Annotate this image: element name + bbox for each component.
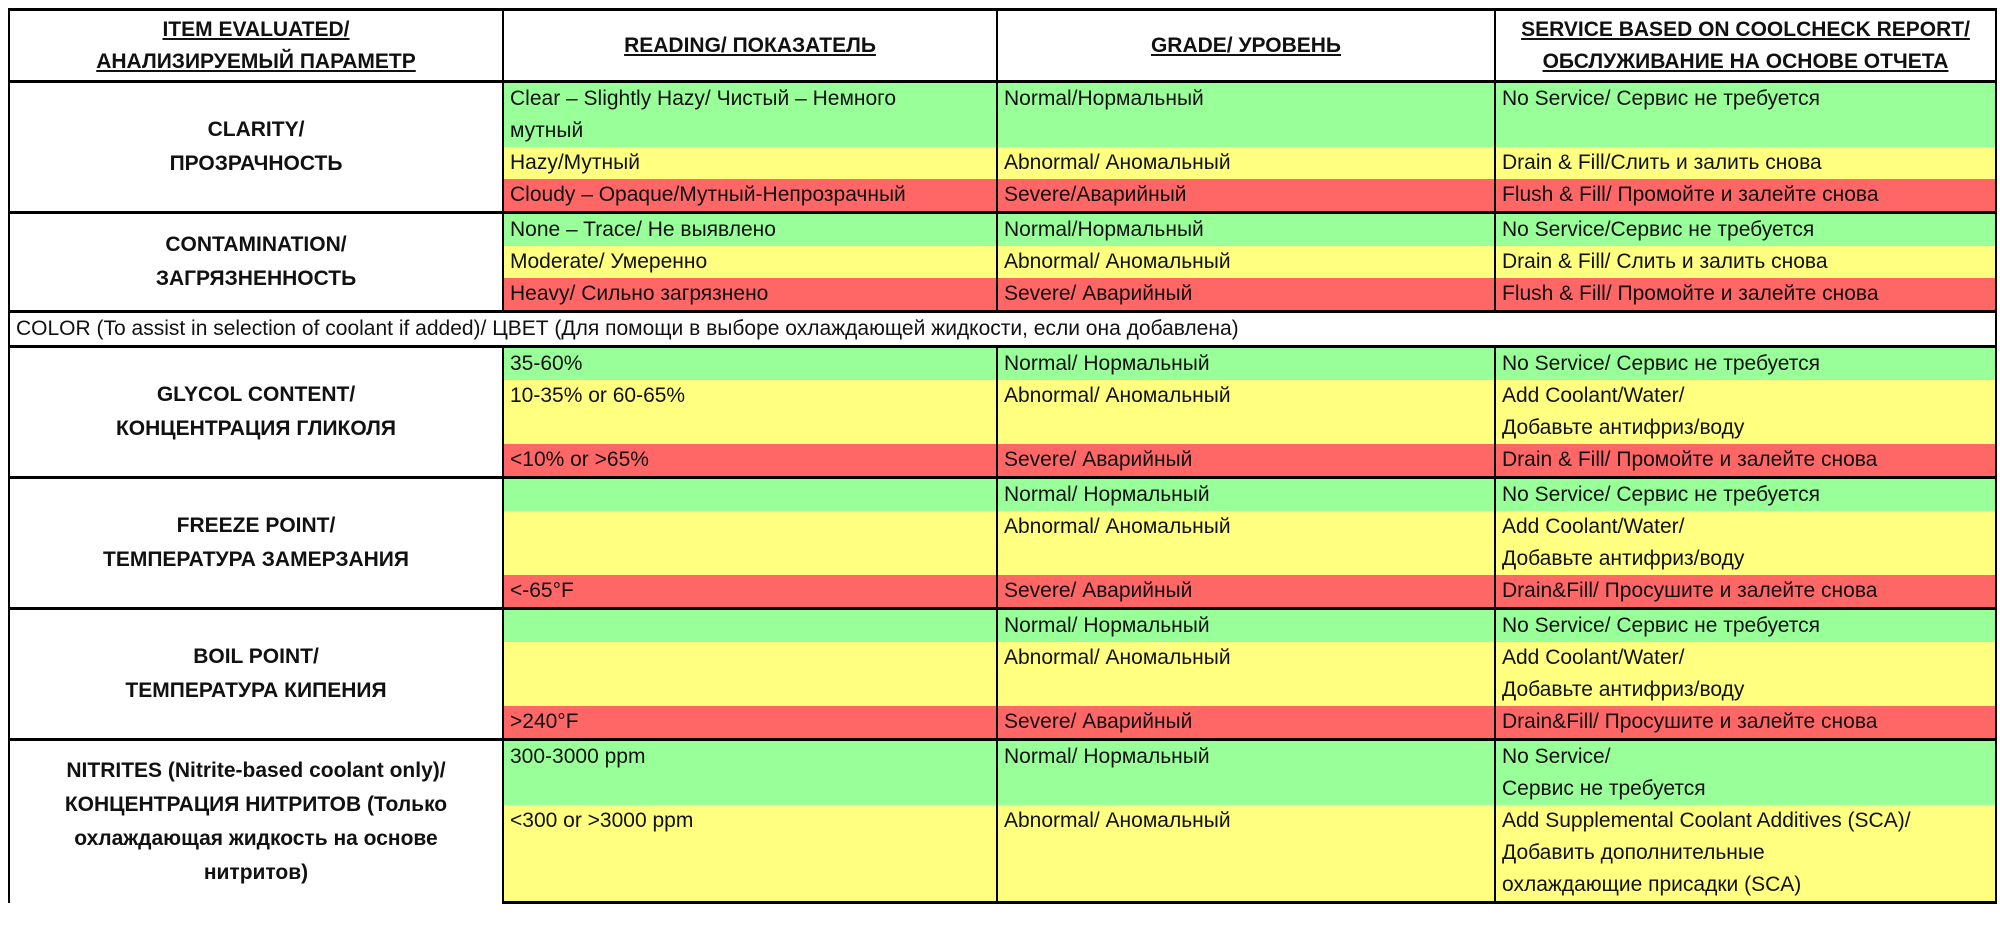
glycol-reading-line: 35-60%	[510, 352, 583, 375]
contamination-reading-line: None – Trace/ Не выявлено	[510, 218, 776, 241]
freeze-point-reading-line	[510, 511, 990, 543]
nitrites-item-line: КОНЦЕНТРАЦИЯ НИТРИТОВ (Только	[64, 792, 448, 816]
contamination-reading-line: Heavy/ Сильно загрязнено	[510, 282, 769, 305]
nitrites-service-line: охлаждающие присадки (SCA)	[1502, 873, 1802, 896]
header-service-line: ОБСЛУЖИВАНИЕ НА ОСНОВЕ ОТЧЕТА	[1542, 49, 1949, 73]
contamination-reading	[503, 246, 997, 278]
nitrites-reading-line: <300 or >3000 ppm	[510, 809, 694, 832]
glycol-item	[9, 347, 503, 478]
contamination-service-line: No Service/Сервис не требуется	[1502, 218, 1815, 241]
boil-point-service	[1495, 706, 1996, 740]
contamination-service	[1495, 278, 1996, 312]
clarity-item-line: CLARITY/	[207, 118, 305, 141]
freeze-point-reading	[503, 511, 997, 575]
header-grade: GRADE/ УРОВЕНЬ	[997, 10, 1495, 82]
freeze-point-row	[9, 478, 1996, 512]
freeze-point-service	[1495, 511, 1996, 575]
glycol-service	[1495, 444, 1996, 478]
nitrites-reading	[503, 740, 997, 806]
contamination-item	[9, 213, 503, 312]
freeze-point-service-line: Добавьте антифриз/воду	[1502, 547, 1745, 570]
header-service	[1495, 10, 1996, 82]
boil-point-grade: Abnormal/ Аномальный	[997, 642, 1495, 706]
boil-point-service-line: Drain&Fill/ Просушите и залейте снова	[1502, 710, 1878, 733]
nitrites-grade: Normal/ Нормальный	[997, 740, 1495, 806]
contamination-service	[1495, 213, 1996, 247]
contamination-item-line: ЗАГРЯЗНЕННОСТЬ	[155, 267, 357, 290]
freeze-point-service-line: Add Coolant/Water/	[1502, 515, 1685, 538]
clarity-service	[1495, 147, 1996, 179]
freeze-point-reading	[503, 575, 997, 609]
freeze-point-service	[1495, 575, 1996, 609]
clarity-reading	[503, 147, 997, 179]
clarity-reading-line: мутный	[510, 119, 584, 142]
nitrites-item-line: нитритов)	[203, 860, 309, 884]
boil-point-reading	[503, 609, 997, 643]
header-item-evaluated	[9, 10, 503, 82]
contamination-service-line: Drain & Fill/ Слить и залить снова	[1502, 250, 1828, 273]
glycol-service-line: Add Coolant/Water/	[1502, 384, 1685, 407]
clarity-item	[9, 82, 503, 213]
clarity-reading-line: Clear – Slightly Hazy/ Чистый – Немного	[510, 87, 897, 110]
clarity-service	[1495, 82, 1996, 148]
clarity-service-line: No Service/ Сервис не требуется	[1502, 87, 1821, 110]
nitrites-item-line: охлаждающая жидкость на основе	[74, 826, 438, 850]
glycol-service-line: Добавьте антифриз/воду	[1502, 416, 1745, 439]
freeze-point-service-line: Drain&Fill/ Просушите и залейте снова	[1502, 579, 1878, 602]
nitrites-reading	[503, 805, 997, 903]
glycol-service-line: No Service/ Сервис не требуется	[1502, 352, 1821, 375]
clarity-service-line: Flush & Fill/ Промойте и залейте снова	[1502, 183, 1879, 206]
contamination-reading	[503, 213, 997, 247]
contamination-grade: Abnormal/ Аномальный	[997, 246, 1495, 278]
contamination-reading-line: Moderate/ Умеренно	[510, 250, 708, 273]
boil-point-grade: Severe/ Аварийный	[997, 706, 1495, 740]
coolcheck-table-wrapper	[8, 8, 1995, 904]
contamination-service-line: Flush & Fill/ Промойте и залейте снова	[1502, 282, 1879, 305]
freeze-point-reading-line: <-65°F	[510, 579, 574, 602]
boil-point-grade: Normal/ Нормальный	[997, 609, 1495, 643]
header-reading: READING/ ПОКАЗАТЕЛЬ	[503, 10, 997, 82]
glycol-row	[9, 347, 1996, 381]
clarity-reading	[503, 82, 997, 148]
clarity-reading-line: Cloudy – Opaque/Мутный-Непрозрачный	[510, 183, 906, 206]
nitrites-service-line: Сервис не требуется	[1502, 777, 1706, 800]
freeze-point-reading	[503, 478, 997, 512]
freeze-point-reading-line	[510, 479, 990, 511]
nitrites-reading-line: 300-3000 ppm	[510, 745, 646, 768]
coolcheck-table	[8, 8, 1997, 904]
boil-point-item-line: BOIL POINT/	[193, 645, 319, 668]
boil-point-row	[9, 609, 1996, 643]
nitrites-grade: Abnormal/ Аномальный	[997, 805, 1495, 903]
contamination-row	[9, 213, 1996, 247]
boil-point-reading	[503, 706, 997, 740]
nitrites-item	[9, 740, 503, 903]
freeze-point-item-line: ТЕМПЕРАТУРА ЗАМЕРЗАНИЯ	[103, 548, 409, 571]
contamination-grade: Normal/Нормальный	[997, 213, 1495, 247]
freeze-point-grade: Severe/ Аварийный	[997, 575, 1495, 609]
glycol-reading	[503, 380, 997, 444]
nitrites-service-line: Add Supplemental Coolant Additives (SCA)/	[1502, 809, 1911, 832]
glycol-reading	[503, 347, 997, 381]
color-row	[9, 312, 1996, 347]
freeze-point-grade: Normal/ Нормальный	[997, 478, 1495, 512]
nitrites-service	[1495, 805, 1996, 903]
glycol-item-line: КОНЦЕНТРАЦИЯ ГЛИКОЛЯ	[115, 417, 396, 440]
contamination-grade: Severe/ Аварийный	[997, 278, 1495, 312]
header-item-line: ITEM EVALUATED/	[162, 17, 350, 41]
glycol-reading	[503, 444, 997, 478]
clarity-grade: Normal/Нормальный	[997, 82, 1495, 148]
boil-point-service-line: No Service/ Сервис не требуется	[1502, 614, 1821, 637]
clarity-grade: Abnormal/ Аномальный	[997, 147, 1495, 179]
freeze-point-grade: Abnormal/ Аномальный	[997, 511, 1495, 575]
header-row	[9, 10, 1996, 82]
clarity-reading	[503, 179, 997, 213]
nitrites-service-line: No Service/	[1502, 745, 1611, 768]
clarity-service-line: Drain & Fill/Слить и залить снова	[1502, 151, 1822, 174]
boil-point-service-line: Add Coolant/Water/	[1502, 646, 1685, 669]
header-service-line: SERVICE BASED ON COOLCHECK REPORT/	[1521, 17, 1970, 41]
freeze-point-service-line: No Service/ Сервис не требуется	[1502, 483, 1821, 506]
boil-point-item-line: ТЕМПЕРАТУРА КИПЕНИЯ	[125, 679, 387, 702]
boil-point-reading	[503, 642, 997, 706]
table-body	[9, 82, 1996, 903]
glycol-service	[1495, 347, 1996, 381]
boil-point-reading-line: >240°F	[510, 710, 579, 733]
boil-point-service	[1495, 609, 1996, 643]
freeze-point-item-line: FREEZE POINT/	[176, 514, 336, 537]
boil-point-service-line: Добавьте антифриз/воду	[1502, 678, 1745, 701]
glycol-grade: Normal/ Нормальный	[997, 347, 1495, 381]
nitrites-service-line: Добавить дополнительные	[1502, 841, 1765, 864]
glycol-item-line: GLYCOL CONTENT/	[156, 383, 356, 406]
boil-point-item	[9, 609, 503, 740]
boil-point-service	[1495, 642, 1996, 706]
nitrites-item-line: NITRITES (Nitrite-based coolant only)/	[66, 758, 446, 782]
glycol-service	[1495, 380, 1996, 444]
nitrites-service	[1495, 740, 1996, 806]
contamination-item-line: CONTAMINATION/	[165, 233, 347, 256]
color-row-text: COLOR (To assist in selection of coolant if added)/ ЦВЕТ (Для помощи в выборе охлаждающей жидкости, если она добавлена)	[9, 312, 1996, 347]
clarity-service	[1495, 179, 1996, 213]
glycol-grade: Severe/ Аварийный	[997, 444, 1495, 478]
clarity-reading-line: Hazy/Мутный	[510, 151, 640, 174]
glycol-grade: Abnormal/ Аномальный	[997, 380, 1495, 444]
clarity-item-line: ПРОЗРАЧНОСТЬ	[169, 152, 343, 175]
freeze-point-item	[9, 478, 503, 609]
glycol-reading-line: <10% or >65%	[510, 448, 649, 471]
contamination-service	[1495, 246, 1996, 278]
clarity-row	[9, 82, 1996, 148]
glycol-service-line: Drain & Fill/ Промойте и залейте снова	[1502, 448, 1878, 471]
clarity-grade: Severe/Аварийный	[997, 179, 1495, 213]
contamination-reading	[503, 278, 997, 312]
nitrites-row	[9, 740, 1996, 806]
boil-point-reading-line	[510, 610, 990, 642]
boil-point-reading-line	[510, 642, 990, 674]
header-item-line: АНАЛИЗИРУЕМЫЙ ПАРАМЕТР	[96, 49, 416, 73]
glycol-reading-line: 10-35% or 60-65%	[510, 384, 686, 407]
freeze-point-service	[1495, 478, 1996, 512]
